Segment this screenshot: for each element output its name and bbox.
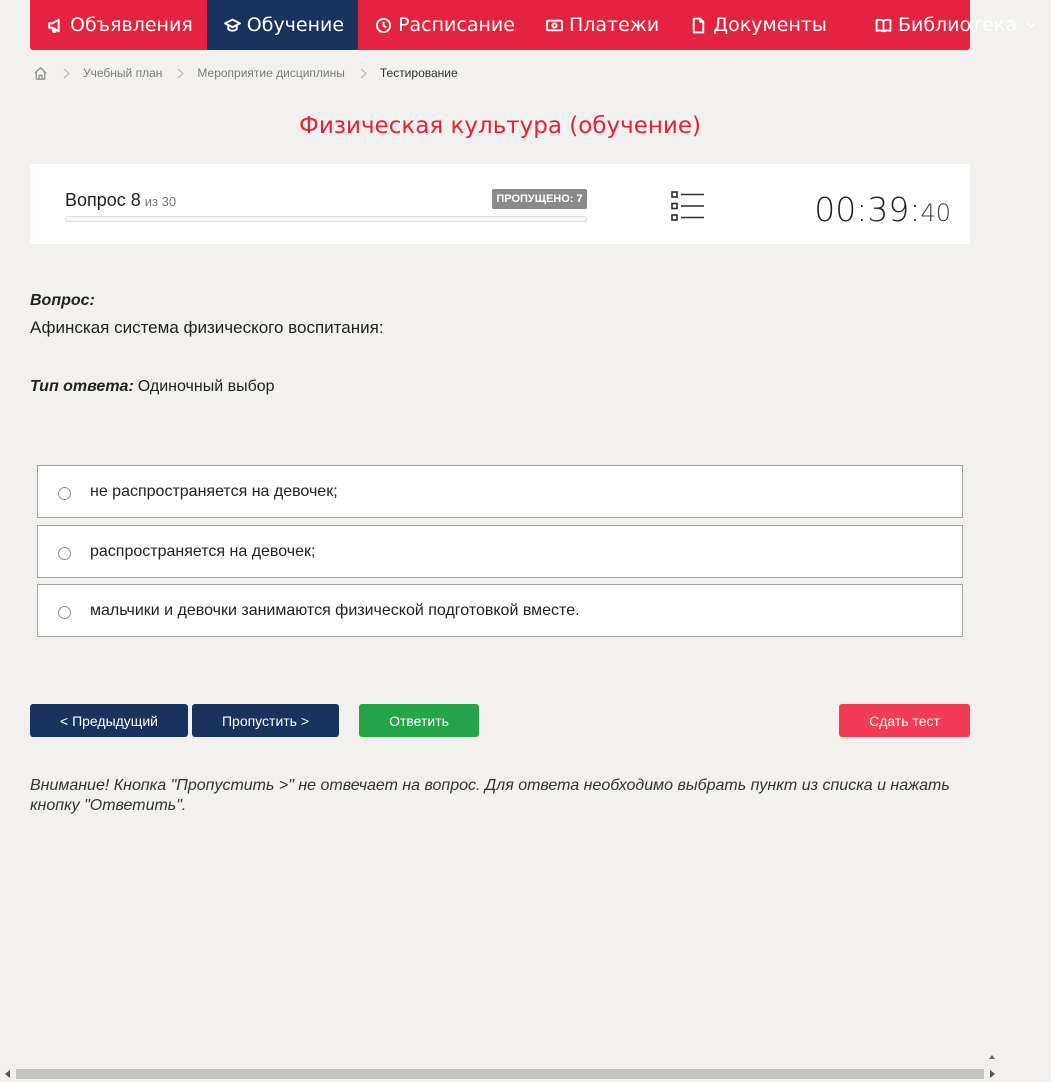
nav-item-label: Расписание <box>398 14 515 36</box>
nav-item-documents[interactable] <box>673 0 841 50</box>
nav-item-schedule[interactable] <box>358 0 529 50</box>
question-list-icon <box>671 191 705 221</box>
scroll-right-arrow[interactable] <box>990 1070 995 1078</box>
radio-button[interactable] <box>58 487 71 500</box>
question-list-button[interactable] <box>671 191 705 221</box>
megaphone-icon <box>47 17 64 34</box>
nav-item-label: Документы <box>713 14 827 36</box>
breadcrumb <box>33 62 458 84</box>
document-icon <box>690 17 707 34</box>
previous-button[interactable]: < Предыдущий <box>30 704 188 737</box>
nav-item-announcements[interactable] <box>30 0 207 50</box>
answer-option-text: не распространяется на девочек; <box>90 482 338 500</box>
chevron-right-icon <box>62 68 71 79</box>
graduation-cap-icon <box>224 17 241 34</box>
nav-item-learning[interactable] <box>207 0 358 50</box>
nav-item-label: Библиотека <box>897 14 1018 36</box>
question-heading: Вопрос: <box>30 292 95 309</box>
question-number: Вопрос 8 <box>65 190 141 210</box>
question-counter <box>65 190 176 211</box>
nav-item-label: Обучение <box>246 14 345 36</box>
submit-test-button[interactable]: Сдать тест <box>839 704 970 737</box>
book-icon <box>875 17 892 34</box>
skipped-badge: ПРОПУЩЕНО: 7 <box>492 189 587 209</box>
progress-bar <box>65 216 587 222</box>
answer-type-value: Одиночный выбор <box>137 378 275 395</box>
top-nav <box>30 0 1018 50</box>
clock-icon <box>375 17 392 34</box>
breadcrumb-item-testing: Тестирование <box>379 66 458 80</box>
question-total: из 30 <box>144 194 177 209</box>
test-status-panel <box>30 164 970 244</box>
page-title: Физическая культура (обучение) <box>299 113 701 139</box>
answer-option[interactable] <box>37 584 963 637</box>
radio-button[interactable] <box>58 547 71 560</box>
scrollbar-thumb[interactable] <box>16 1069 984 1079</box>
nav-item-label: Объявления <box>70 14 193 36</box>
warning-note: Внимание! Кнопка "Пропустить >" не отвечает на вопрос. Для ответа необходимо выбрать пункт из списка и нажать кнопку "Ответить". <box>30 777 950 814</box>
chevron-down-icon <box>1025 19 1037 31</box>
scroll-up-arrow[interactable] <box>989 1055 995 1059</box>
scroll-left-arrow[interactable] <box>5 1070 10 1078</box>
chevron-right-icon <box>176 68 185 79</box>
answer-option-text: распространяется на девочек; <box>90 542 316 560</box>
horizontal-scrollbar[interactable] <box>0 1066 1000 1082</box>
breadcrumb-item-curriculum[interactable]: Учебный план <box>83 66 163 80</box>
radio-button[interactable] <box>58 606 71 619</box>
nav-item-payments[interactable] <box>529 0 673 50</box>
timer-main: 00:39: <box>814 190 921 229</box>
answer-type-label: Тип ответа: <box>30 378 134 395</box>
answer-type <box>30 378 275 396</box>
nav-item-label: Платежи <box>568 14 660 36</box>
answer-option[interactable] <box>37 525 963 578</box>
answer-option-text: мальчики и девочки занимаются физической подготовкой вместе. <box>90 601 580 619</box>
timer <box>814 190 951 229</box>
skip-button[interactable]: Пропустить > <box>192 704 339 737</box>
timer-seconds: 40 <box>920 199 951 227</box>
question-text: Афинская система физического воспитания: <box>30 318 384 337</box>
breadcrumb-item-discipline-event[interactable]: Мероприятие дисциплины <box>197 66 345 80</box>
nav-item-library[interactable] <box>841 0 1051 50</box>
answer-option[interactable] <box>37 465 963 518</box>
answer-button[interactable]: Ответить <box>359 704 479 737</box>
money-icon <box>546 17 563 34</box>
home-icon[interactable] <box>33 66 48 81</box>
chevron-right-icon <box>359 68 368 79</box>
